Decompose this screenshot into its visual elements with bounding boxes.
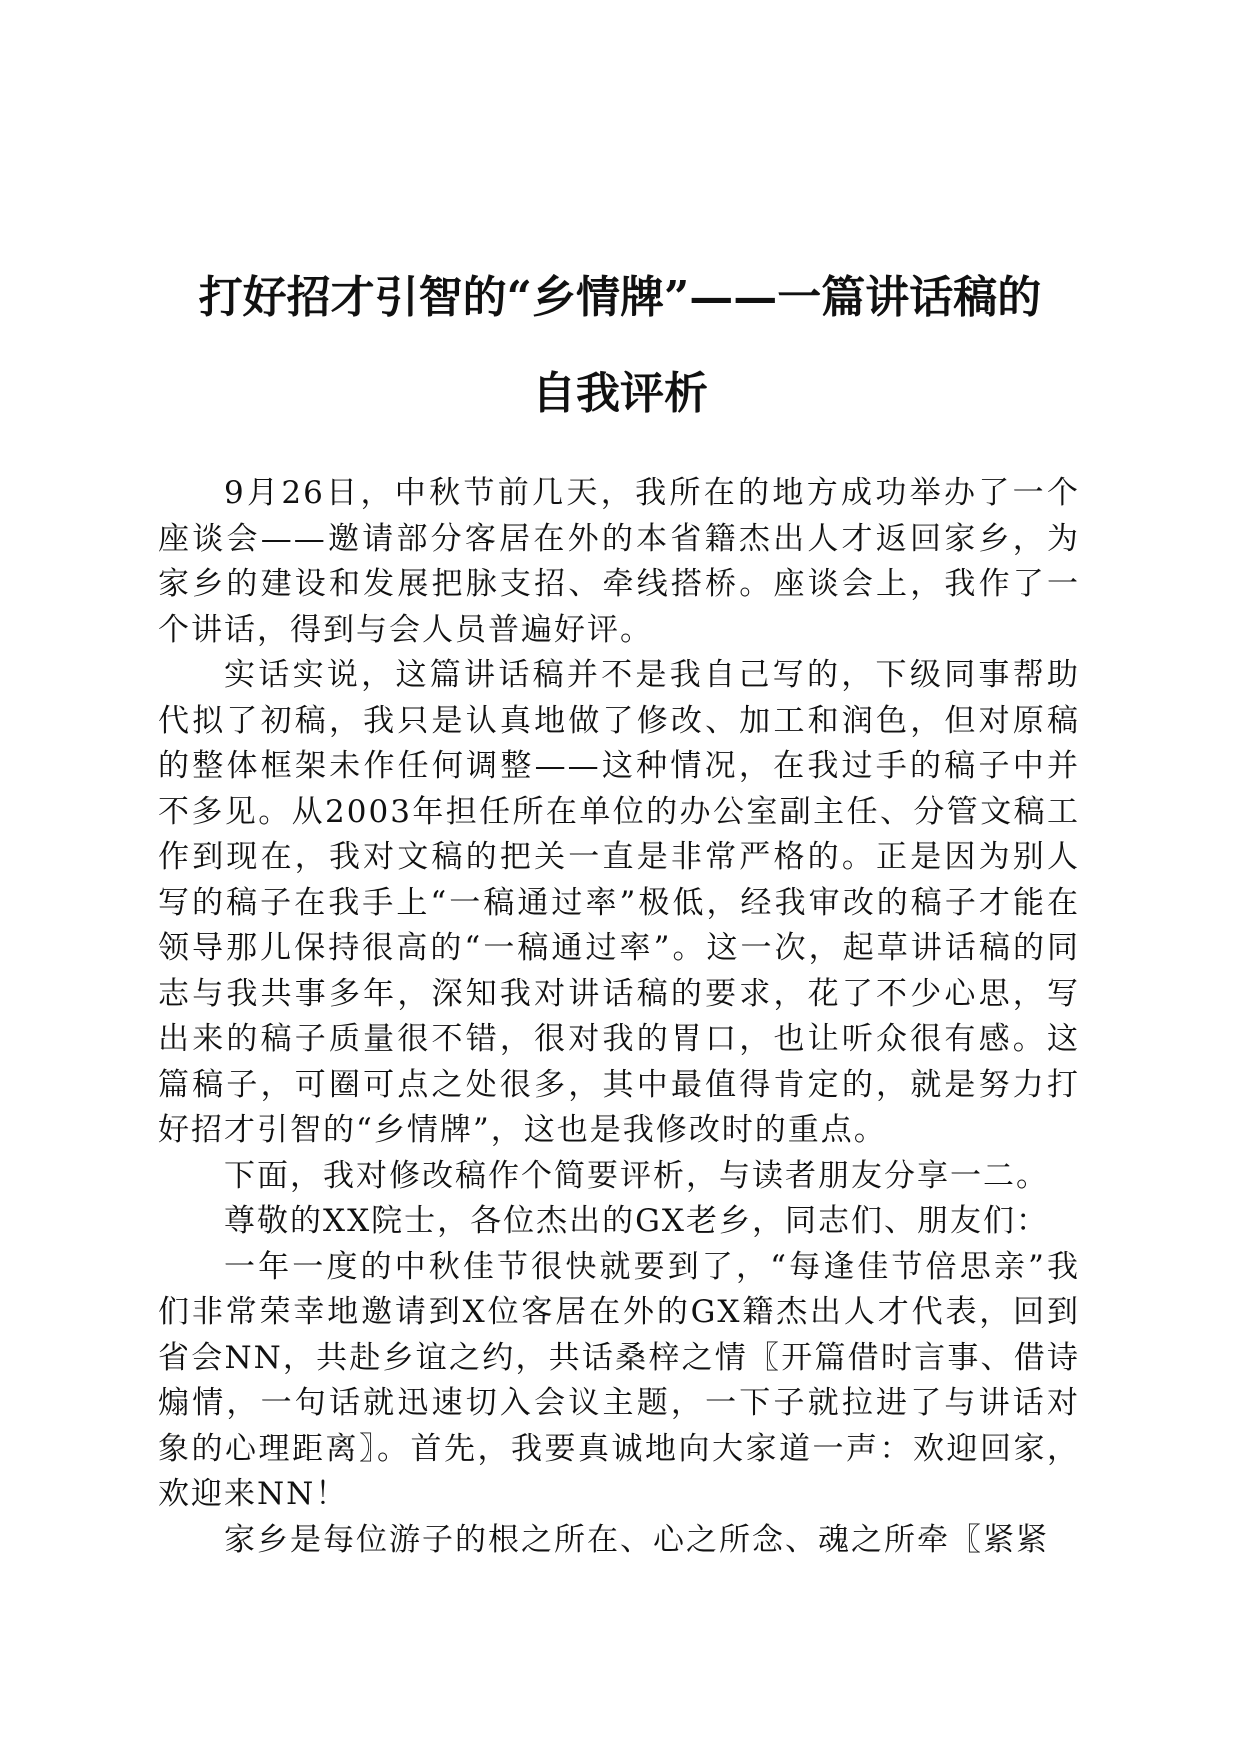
paragraph-5: 一年一度的中秋佳节很快就要到了，“每逢佳节倍思亲”我们非常荣幸地邀请到X位客居在外的GX籍杰出人才代表，回到省会NN，共赴乡谊之约，共话桑梓之情〖开篇借时言事、借诗煽情，一句话就迅速切入会议主题，一下子就拉进了与讲话对象的心理距离〗。首先，我要真诚地向大家道一声：欢迎回家，欢迎来NN！ [158,1248,1080,1512]
paragraph-2: 实话实说，这篇讲话稿并不是我自己写的，下级同事帮助代拟了初稿，我只是认真地做了修改、加工和润色，但对原稿的整体框架未作任何调整——这种情况，在我过手的稿子中并不多见。从2003年担任所在单位的办公室副主任、分管文稿工作到现在，我对文稿的把关一直是非常严格的。正是因为别人写的稿子在我手上“一稿通过率”极低，经我审改的稿子才能在领导那儿保持很高的“一稿通过率”。这一次，起草讲话稿的同志与我共事多年，深知我对讲话稿的要求，花了不少心思，写出来的稿子质量很不错，很对我的胃口，也让听众很有感。这篇稿子，可圈可点之处很多，其中最值得肯定的，就是努力打好招才引智的“乡情牌”，这也是我修改时的重点。 [158,657,1080,1148]
document-title [150,250,1090,442]
paragraph-3: 下面，我对修改稿作个简要评析，与读者朋友分享一二。 [224,1157,1049,1194]
paragraph-1: 9月26日，中秋节前几天，我所在的地方成功举办了一个座谈会——邀请部分客居在外的本省籍杰出人才返回家乡，为家乡的建设和发展把脉支招、牵线搭桥。座谈会上，我作了一个讲话，得到与会人员普遍好评。 [158,475,1080,648]
title-line-1: 打好招才引智的“乡情牌”——一篇讲话稿的 [198,272,1042,323]
title-line-2: 自我评析 [532,368,708,419]
paragraph-4: 尊敬的XX院士，各位杰出的GX老乡，同志们、朋友们： [224,1203,1049,1239]
document-body [158,471,1080,1563]
paragraph-6: 家乡是每位游子的根之所在、心之所念、魂之所牵〖紧紧 [224,1521,1049,1558]
